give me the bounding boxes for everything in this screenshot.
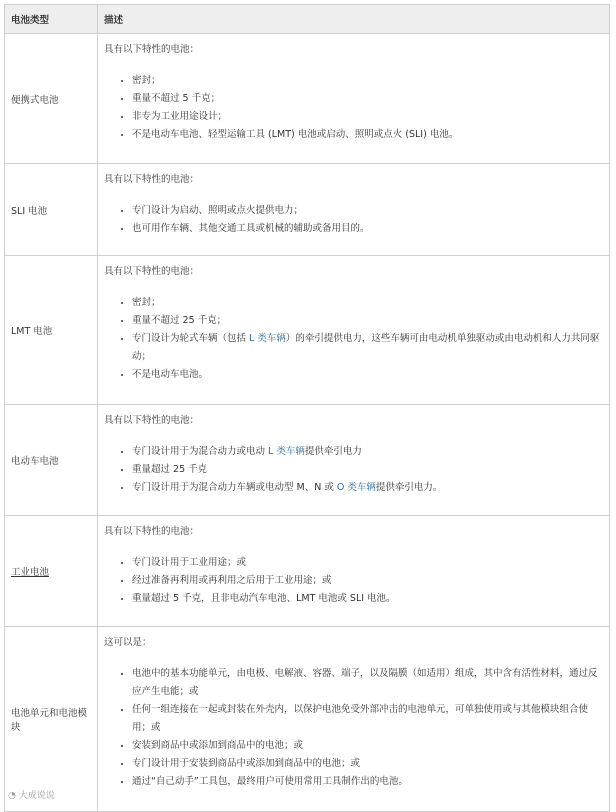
list-item: • 非专为工业用途设计； — [132, 108, 601, 126]
description-cell — [98, 256, 610, 405]
list-item: • 密封； — [132, 72, 601, 90]
list-item: • 专门设计用于工业用途；或 — [132, 554, 601, 572]
battery-type-cell — [5, 256, 98, 405]
list-item: • 也可用作车辆、其他交通工具或机械的辅助或备用目的。 — [132, 220, 601, 238]
watermark — [8, 788, 55, 801]
list-item: • 任何一组连接在一起或封装在外壳内，以保护电池免受外部冲击的电池单元，可单独使用或与其他模块组合使用；或 — [132, 701, 601, 737]
description-cell — [98, 405, 610, 516]
description-cell — [98, 516, 610, 627]
list-item-text: 专门设计为轮式车辆（包括 — [132, 333, 250, 344]
table-row — [5, 627, 610, 812]
description-intro: 这可以是： — [104, 637, 152, 648]
list-item: • 通过“自己动手”工具包，最终用户可使用常用工具制作出的电池。 — [132, 773, 601, 791]
description-list — [104, 554, 601, 608]
list-item — [132, 330, 601, 366]
list-item-text: 提供牵引电力 — [304, 446, 362, 457]
description-list — [104, 443, 601, 497]
description-intro: 具有以下特性的电池： — [104, 415, 200, 426]
battery-type-label: 电动车电池 — [11, 456, 59, 467]
list-item-text: 专门设计用于为混合动力或电动 — [132, 446, 269, 457]
battery-type-cell — [5, 516, 98, 627]
battery-type-cell — [5, 627, 98, 812]
description-cell — [98, 34, 610, 164]
list-item: • 经过准备再利用或再利用之后用于工业用途；或 — [132, 572, 601, 590]
table-row — [5, 256, 610, 405]
description-list — [104, 294, 601, 384]
vehicle-category-link[interactable]: L 类车辆 — [249, 333, 286, 344]
vehicle-category-link[interactable]: L 类车辆 — [268, 446, 305, 457]
list-item: • 安装到商品中或添加到商品中的电池；或 — [132, 737, 601, 755]
battery-type-label: SLI 电池 — [11, 205, 48, 217]
description-intro: 具有以下特性的电池： — [104, 266, 200, 277]
list-item — [132, 479, 601, 497]
table-row — [5, 516, 610, 627]
battery-type-cell — [5, 405, 98, 516]
list-item: • 专门设计用于安装到商品中或添加到商品中的电池；或 — [132, 755, 601, 773]
list-item-text: ）的牵引提供电力，这些车辆可由电动机单独驱动或由电动机和人力共同驱动； — [132, 333, 600, 362]
list-item-text: 专门设计用于为混合动力车辆或电动型 M、N 或 — [132, 482, 337, 493]
watermark-text: 大成说说 — [18, 791, 55, 801]
header-description: 描述 — [98, 5, 610, 34]
description-list — [104, 202, 601, 238]
battery-type-cell — [5, 34, 98, 164]
list-item: • 不是电动车电池。 — [132, 366, 601, 384]
battery-type-label: 工业电池 — [11, 567, 50, 578]
list-item: • 重量不超过 25 千克； — [132, 312, 601, 330]
battery-type-label: 电池单元和电池模块 — [11, 708, 88, 733]
battery-type-cell — [5, 164, 98, 256]
list-item: • 不是电动车电池、轻型运输工具 (LMT) 电池或启动、照明或点火 (SLI) 电池。 — [132, 126, 601, 144]
description-cell — [98, 164, 610, 256]
battery-type-table — [4, 4, 610, 812]
description-list — [104, 665, 601, 791]
description-list — [104, 72, 601, 144]
description-intro: 具有以下特性的电池： — [104, 174, 200, 185]
list-item: • 重量超过 5 千克，且非电动汽车电池、LMT 电池或 SLI 电池。 — [132, 590, 601, 608]
list-item: • 密封； — [132, 294, 601, 312]
list-item: • 专门设计为启动、照明或点火提供电力； — [132, 202, 601, 220]
description-intro: 具有以下特性的电池： — [104, 44, 200, 55]
list-item-text: 提供牵引电力。 — [375, 482, 443, 493]
header-battery-type: 电池类型 — [5, 5, 98, 34]
table-row — [5, 164, 610, 256]
table-row — [5, 405, 610, 516]
list-item: • 电池中的基本功能单元，由电极、电解液、容器、端子，以及隔膜（如适用）组成，其中含有活性材料，通过反应产生电能；或 — [132, 665, 601, 701]
list-item: • 重量超过 25 千克 — [132, 461, 601, 479]
list-item: • 重量不超过 5 千克； — [132, 90, 601, 108]
table-row — [5, 34, 610, 164]
description-cell — [98, 627, 610, 812]
list-item — [132, 443, 601, 461]
battery-type-label: LMT 电池 — [11, 326, 53, 337]
table-header-row — [5, 5, 610, 34]
description-intro: 具有以下特性的电池： — [104, 526, 200, 537]
battery-type-label: 便携式电池 — [11, 94, 59, 106]
vehicle-category-link[interactable]: O 类车辆 — [336, 482, 376, 493]
watermark-icon: ◔ — [8, 791, 19, 801]
